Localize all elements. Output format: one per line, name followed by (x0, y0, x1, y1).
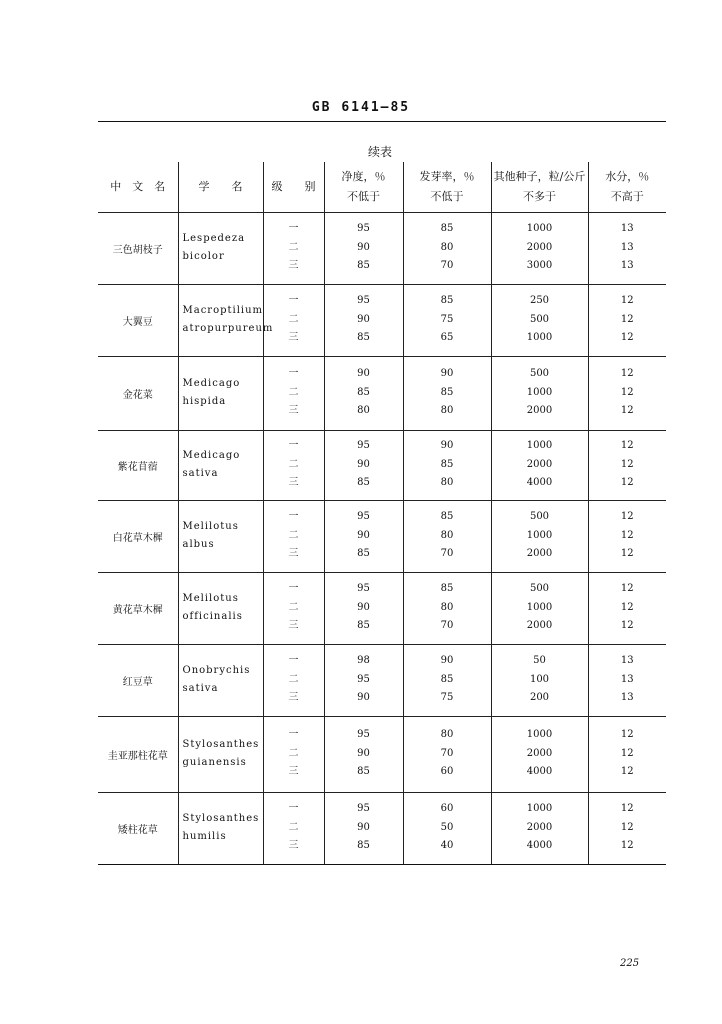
germination-cell (403, 430, 491, 500)
scientific-name-cell (178, 284, 274, 356)
moisture-value: 12 (620, 620, 634, 632)
scientific-name-part: guianensis (182, 757, 247, 768)
grade-value: 二 (288, 241, 299, 253)
grade-value: 三 (288, 332, 299, 344)
other-seeds-cell (491, 572, 588, 644)
moisture-value: 12 (620, 313, 634, 325)
grade-cell (263, 212, 324, 284)
scientific-name-cell (178, 716, 263, 792)
purity-cell (324, 572, 403, 644)
chinese-name-cell: 矮柱花草 (98, 792, 178, 864)
other-seeds-value: 1000 (526, 386, 553, 398)
germination-cell (403, 284, 491, 356)
germination-value: 80 (440, 477, 454, 489)
germination-cell (403, 212, 491, 284)
germination-value: 60 (440, 766, 454, 778)
table-row (98, 644, 666, 716)
germination-value: 70 (440, 260, 454, 272)
other-seeds-value: 1000 (526, 529, 553, 541)
grade-cell (263, 792, 324, 864)
germination-value: 90 (440, 368, 454, 380)
standard-code: GB 6141—85 (311, 100, 411, 115)
purity-cell (324, 716, 403, 792)
moisture-cell (588, 500, 666, 572)
purity-cell (324, 430, 403, 500)
table-body (98, 212, 666, 864)
col-germination-header: 发芽率，％ 不低于 (403, 162, 491, 212)
table-header-row (98, 162, 666, 212)
germination-value: 90 (440, 655, 454, 667)
chinese-name-cell: 黄花草木樨 (98, 572, 178, 644)
purity-value: 95 (357, 511, 370, 523)
other-seeds-value: 500 (529, 313, 550, 325)
purity-value: 95 (357, 583, 370, 595)
scientific-name-part: Stylosanthes (182, 813, 260, 824)
grade-value: 三 (288, 840, 299, 852)
other-seeds-value: 500 (529, 583, 550, 595)
moisture-value: 12 (620, 840, 634, 852)
other-seeds-value: 50 (533, 655, 546, 667)
scientific-name-part: Medicago (182, 378, 241, 389)
germination-value: 85 (440, 386, 454, 398)
other-seeds-value: 2000 (526, 548, 553, 560)
germination-value: 60 (440, 803, 454, 815)
other-seeds-value: 4000 (526, 840, 553, 852)
scientific-name-cell (178, 212, 263, 284)
moisture-value: 13 (620, 260, 634, 272)
moisture-cell (588, 716, 666, 792)
moisture-value: 12 (620, 511, 634, 523)
col-purity-header: 净度，％ 不低于 (324, 162, 403, 212)
scientific-name-cell (178, 792, 263, 864)
table-row (98, 716, 666, 792)
moisture-cell (588, 284, 666, 356)
purity-value: 85 (357, 386, 370, 398)
chinese-name-cell: 圭亚那柱花草 (98, 716, 178, 792)
scientific-name-part: Onobrychis (182, 665, 251, 676)
purity-value: 95 (357, 440, 370, 452)
other-seeds-value: 2000 (526, 405, 553, 417)
moisture-value: 12 (620, 332, 634, 344)
grade-value: 一 (288, 368, 299, 380)
scientific-name-part: Medicago (182, 450, 241, 461)
moisture-value: 12 (620, 821, 634, 833)
scientific-name-part: Macroptilium (182, 305, 264, 316)
purity-cell (324, 356, 403, 430)
purity-cell (324, 212, 403, 284)
table-row (98, 500, 666, 572)
chinese-name-cell: 三色胡枝子 (98, 212, 178, 284)
purity-value: 85 (357, 260, 370, 272)
chinese-name-cell: 金花菜 (98, 356, 178, 430)
scientific-name-part: Stylosanthes (182, 739, 260, 750)
grade-value: 一 (288, 583, 299, 595)
purity-value: 95 (357, 729, 370, 741)
other-seeds-cell (491, 792, 588, 864)
col-scientific-name-header: 学 名 (178, 162, 263, 212)
scientific-name-part: officinalis (182, 611, 243, 622)
col-moisture-header: 水分，％ 不高于 (588, 162, 666, 212)
table-row (98, 284, 666, 356)
scientific-name-part: Melilotus (182, 593, 239, 604)
moisture-value: 13 (620, 692, 634, 704)
scientific-name-part: atropurpureum (182, 323, 274, 334)
moisture-value: 12 (620, 601, 634, 613)
grade-value: 一 (288, 655, 299, 667)
table-row (98, 212, 666, 284)
purity-value: 95 (357, 295, 370, 307)
grade-value: 二 (288, 529, 299, 541)
purity-value: 85 (357, 332, 370, 344)
grade-value: 一 (288, 729, 299, 741)
moisture-value: 12 (620, 766, 634, 778)
moisture-value: 13 (620, 241, 634, 253)
moisture-value: 12 (620, 477, 634, 489)
germination-cell (403, 356, 491, 430)
moisture-value: 12 (620, 368, 634, 380)
grade-cell (263, 572, 324, 644)
germination-value: 80 (440, 729, 454, 741)
grade-cell (263, 500, 324, 572)
scientific-name-cell (178, 572, 263, 644)
moisture-value: 12 (620, 458, 634, 470)
moisture-value: 12 (620, 583, 634, 595)
purity-value: 85 (357, 620, 370, 632)
grade-value: 一 (288, 295, 299, 307)
other-seeds-value: 250 (529, 295, 550, 307)
other-seeds-cell (491, 716, 588, 792)
moisture-cell (588, 792, 666, 864)
purity-cell (324, 284, 403, 356)
other-seeds-value: 500 (529, 511, 550, 523)
other-seeds-value: 200 (529, 692, 550, 704)
germination-value: 85 (440, 295, 454, 307)
grade-cell (263, 644, 324, 716)
other-seeds-value: 1000 (526, 803, 553, 815)
purity-value: 95 (357, 673, 370, 685)
purity-value: 90 (357, 529, 370, 541)
moisture-value: 12 (620, 386, 634, 398)
scientific-name-part: sativa (182, 468, 219, 479)
table-caption: 续表 (367, 145, 392, 159)
table-row (98, 356, 666, 430)
col-other-seeds-header: 其他种子，粒/公斤 不多于 (491, 162, 588, 212)
grade-value: 二 (288, 601, 299, 613)
purity-value: 98 (357, 655, 370, 667)
moisture-value: 13 (620, 223, 634, 235)
seed-quality-table (98, 162, 666, 865)
purity-value: 95 (357, 803, 370, 815)
germination-value: 80 (440, 241, 454, 253)
moisture-value: 13 (620, 655, 634, 667)
grade-value: 三 (288, 620, 299, 632)
header-rule (98, 121, 666, 122)
grade-cell (263, 356, 324, 430)
scientific-name-part: bicolor (182, 251, 225, 262)
scientific-name-part: humilis (182, 831, 227, 842)
other-seeds-value: 2000 (526, 458, 553, 470)
grade-value: 一 (288, 223, 299, 235)
grade-value: 二 (288, 386, 299, 398)
chinese-name-cell: 大翼豆 (98, 284, 178, 356)
germination-value: 75 (440, 313, 454, 325)
other-seeds-value: 4000 (526, 766, 553, 778)
grade-value: 三 (288, 405, 299, 417)
purity-value: 80 (357, 405, 370, 417)
moisture-value: 12 (620, 440, 634, 452)
other-seeds-value: 2000 (526, 241, 553, 253)
purity-value: 95 (357, 223, 370, 235)
scientific-name-part: Lespedeza (182, 233, 246, 244)
scientific-name-cell (178, 644, 263, 716)
chinese-name-cell: 白花草木樨 (98, 500, 178, 572)
chinese-name-cell: 红豆草 (98, 644, 178, 716)
page-number: 225 (620, 958, 640, 969)
other-seeds-value: 1000 (526, 440, 553, 452)
other-seeds-cell (491, 500, 588, 572)
germination-value: 65 (440, 332, 454, 344)
germination-cell (403, 716, 491, 792)
moisture-value: 12 (620, 548, 634, 560)
other-seeds-cell (491, 644, 588, 716)
germination-value: 85 (440, 458, 454, 470)
other-seeds-value: 1000 (526, 601, 553, 613)
other-seeds-value: 1000 (526, 729, 553, 741)
purity-value: 90 (357, 458, 370, 470)
moisture-cell (588, 212, 666, 284)
other-seeds-value: 2000 (526, 821, 553, 833)
germination-value: 80 (440, 601, 454, 613)
grade-value: 一 (288, 803, 299, 815)
other-seeds-cell (491, 356, 588, 430)
moisture-cell (588, 356, 666, 430)
table-row (98, 792, 666, 864)
scientific-name-cell (178, 356, 263, 430)
other-seeds-cell (491, 430, 588, 500)
scientific-name-cell (178, 430, 263, 500)
grade-value: 三 (288, 260, 299, 272)
other-seeds-value: 1000 (526, 223, 553, 235)
germination-cell (403, 644, 491, 716)
purity-value: 90 (357, 747, 370, 759)
grade-value: 二 (288, 458, 299, 470)
grade-cell (263, 284, 324, 356)
other-seeds-value: 1000 (526, 332, 553, 344)
other-seeds-value: 2000 (526, 620, 553, 632)
moisture-value: 12 (620, 529, 634, 541)
moisture-value: 13 (620, 673, 634, 685)
germination-cell (403, 500, 491, 572)
germination-value: 50 (440, 821, 454, 833)
scientific-name-part: hispida (182, 396, 227, 407)
grade-value: 三 (288, 692, 299, 704)
purity-value: 85 (357, 840, 370, 852)
purity-cell (324, 644, 403, 716)
moisture-cell (588, 644, 666, 716)
moisture-cell (588, 572, 666, 644)
moisture-value: 12 (620, 729, 634, 741)
other-seeds-cell (491, 212, 588, 284)
purity-value: 85 (357, 548, 370, 560)
purity-value: 90 (357, 601, 370, 613)
scientific-name-part: albus (182, 539, 215, 550)
grade-value: 三 (288, 766, 299, 778)
grade-value: 二 (288, 821, 299, 833)
other-seeds-value: 4000 (526, 477, 553, 489)
germination-value: 75 (440, 692, 454, 704)
chinese-name-cell: 紫花苜蓿 (98, 430, 178, 500)
purity-value: 90 (357, 368, 370, 380)
grade-value: 三 (288, 477, 299, 489)
purity-value: 90 (357, 313, 370, 325)
moisture-value: 12 (620, 295, 634, 307)
other-seeds-value: 500 (529, 368, 550, 380)
purity-value: 90 (357, 241, 370, 253)
other-seeds-cell (491, 284, 588, 356)
purity-cell (324, 500, 403, 572)
table-row (98, 430, 666, 500)
purity-value: 90 (357, 821, 370, 833)
scientific-name-part: Melilotus (182, 521, 239, 532)
grade-value: 一 (288, 511, 299, 523)
germination-value: 85 (440, 511, 454, 523)
moisture-value: 12 (620, 747, 634, 759)
seed-quality-table-container (98, 162, 666, 865)
other-seeds-value: 2000 (526, 747, 553, 759)
germination-value: 90 (440, 440, 454, 452)
germination-value: 70 (440, 747, 454, 759)
germination-value: 70 (440, 620, 454, 632)
purity-value: 85 (357, 766, 370, 778)
table-row (98, 572, 666, 644)
germination-value: 85 (440, 223, 454, 235)
moisture-cell (588, 430, 666, 500)
germination-cell (403, 792, 491, 864)
germination-cell (403, 572, 491, 644)
germination-value: 85 (440, 673, 454, 685)
moisture-value: 12 (620, 405, 634, 417)
purity-cell (324, 792, 403, 864)
grade-value: 三 (288, 548, 299, 560)
col-chinese-name-header: 中 文 名 (98, 162, 178, 212)
grade-value: 二 (288, 313, 299, 325)
other-seeds-value: 3000 (526, 260, 553, 272)
germination-value: 80 (440, 529, 454, 541)
other-seeds-value: 100 (529, 673, 550, 685)
grade-value: 二 (288, 747, 299, 759)
moisture-value: 12 (620, 803, 634, 815)
purity-value: 90 (357, 692, 370, 704)
germination-value: 80 (440, 405, 454, 417)
scientific-name-part: sativa (182, 683, 219, 694)
germination-value: 40 (440, 840, 454, 852)
germination-value: 85 (440, 583, 454, 595)
grade-cell (263, 716, 324, 792)
grade-cell (263, 430, 324, 500)
germination-value: 70 (440, 548, 454, 560)
scientific-name-cell (178, 500, 263, 572)
grade-value: 一 (288, 440, 299, 452)
purity-value: 85 (357, 477, 370, 489)
col-grade-header: 级 别 (263, 162, 324, 212)
grade-value: 二 (288, 673, 299, 685)
